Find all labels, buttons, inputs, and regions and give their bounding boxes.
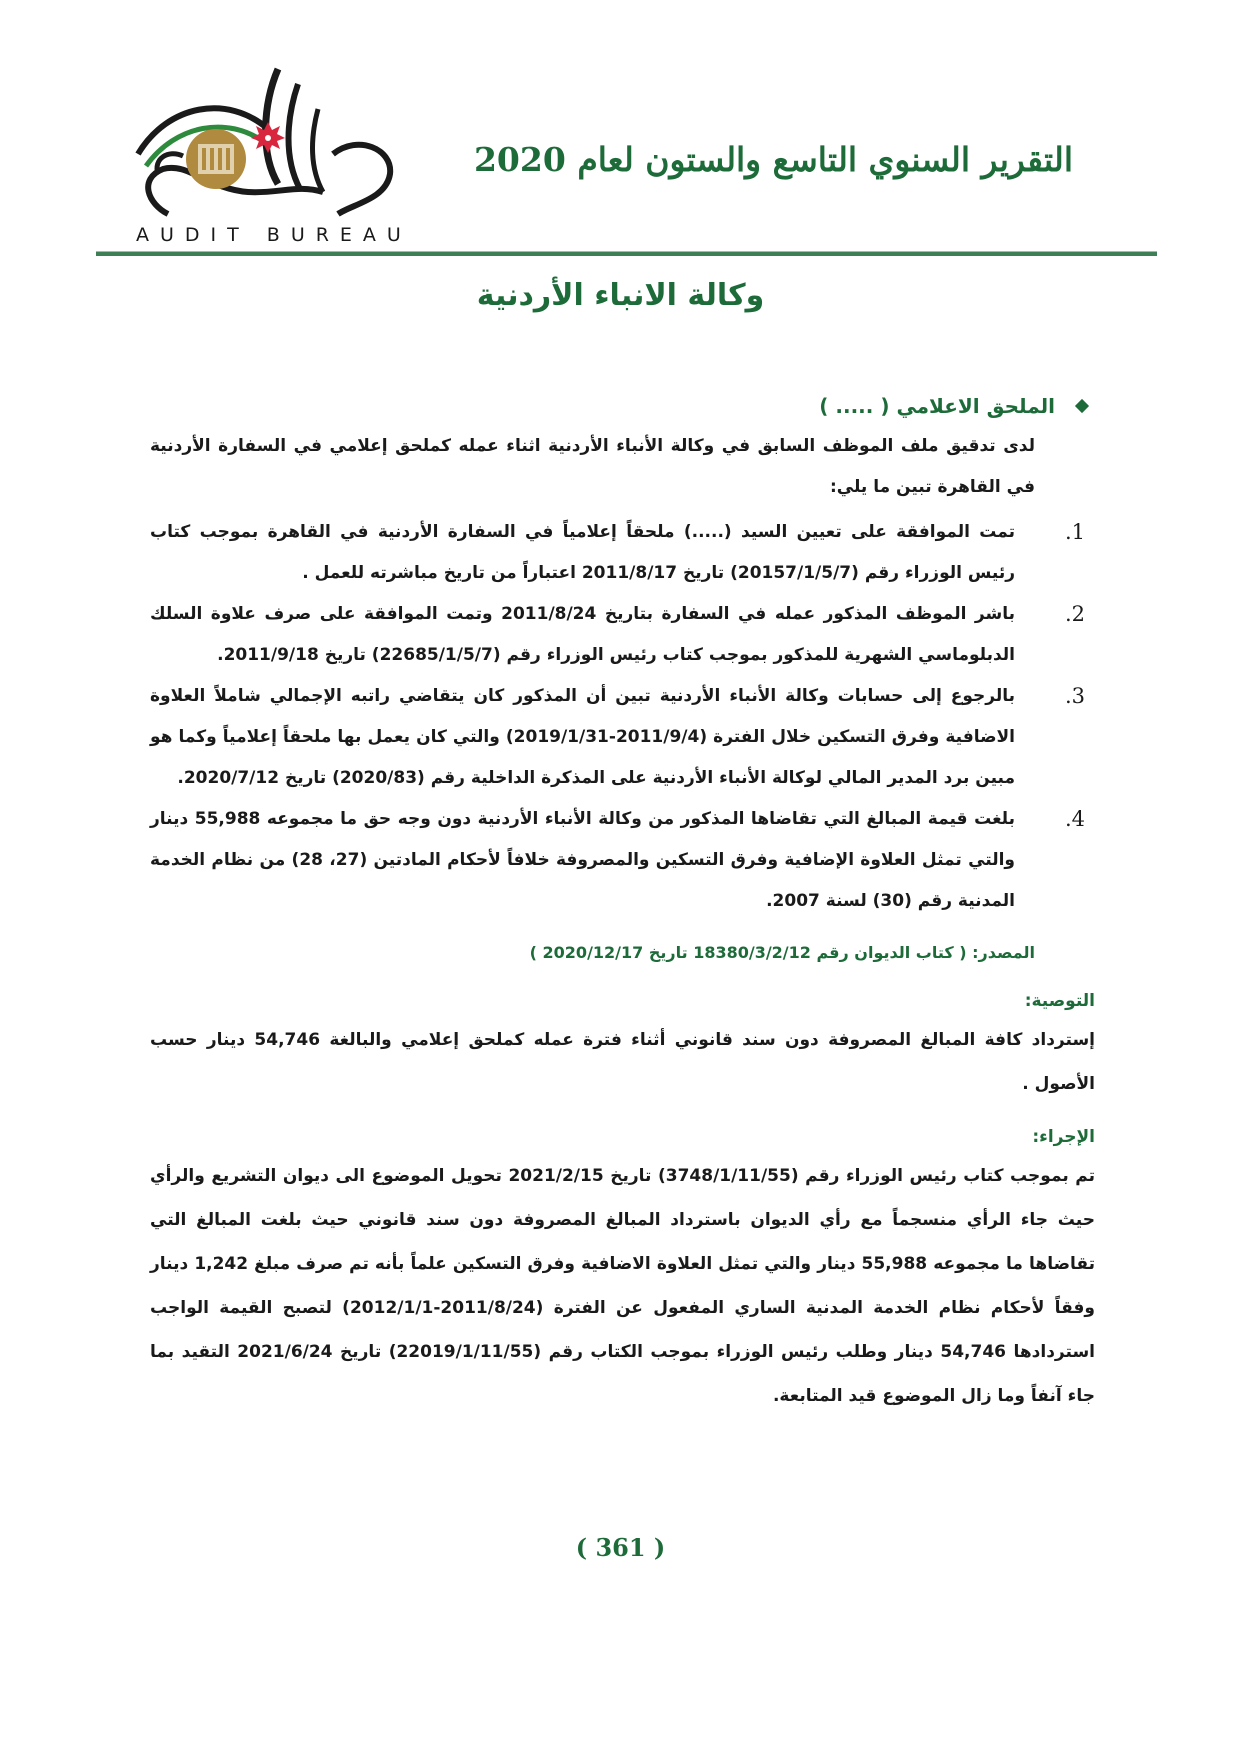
item-text: بالرجوع إلى حسابات وكالة الأنباء الأردنية تبين أن المذكور كان يتقاضي راتبه الإجمالي شاملاً العلاوة الاضافية وفرق التسكين خلال الفترة (2011/9/4-2019/1/31) والتي كان يعمل بها ملحقاً إعلامياً وكما هو مبين برد المدير المالي لوكالة الأنباء الأردنية على المذكرة الداخلية رقم (2020/83) تاريخ 2020/7/12. bbox=[150, 686, 1015, 788]
finding-subheading bbox=[150, 386, 1087, 426]
action-label: الإجراء: bbox=[1032, 1127, 1095, 1147]
audit-bureau-logo bbox=[128, 64, 418, 252]
recommendation-label: التوصية: bbox=[1024, 991, 1095, 1011]
finding-item bbox=[150, 594, 1095, 676]
logo-english-text: AUDIT BUREAU bbox=[136, 224, 412, 246]
item-number: 2. bbox=[1064, 602, 1085, 626]
finding-intro: لدى تدقيق ملف الموظف السابق في وكالة الأنباء الأردنية اثناء عمله كملحق إعلامي في السفارة الأردنية في القاهرة تبين ما يلي: bbox=[150, 436, 1035, 497]
diamond-bullet-icon bbox=[1075, 399, 1089, 413]
page-header bbox=[0, 0, 1241, 260]
item-number: 1. bbox=[1064, 520, 1085, 544]
recommendation-text: إسترداد كافة المبالغ المصروفة دون سند قانوني أثناء فترة عمله كملحق إعلامي والبالغة 54,746 دينار حسب الأصول . bbox=[150, 1030, 1095, 1094]
item-text: باشر الموظف المذكور عمله في السفارة بتاريخ 2011/8/24 وتمت الموافقة على صرف علاوة السلك الدبلوماسي الشهرية للمذكور بموجب كتاب رئيس الوزراء رقم (22685/1/5/7) تاريخ 2011/9/18. bbox=[150, 604, 1015, 665]
action-text: تم بموجب كتاب رئيس الوزراء رقم (3748/1/11/55) تاريخ 2021/2/15 تحويل الموضوع الى ديوان التشريع والرأي حيث جاء الرأي منسجماً مع رأي الديوان باسترداد المبالغ المصروفة دون سند قانوني حيث بلغت المبالغ التي تقاضاها ما مجموعه 55,988 دينار والتي تمثل العلاوة الاضافية وفرق التسكين علماً بأنه تم صرف مبلغ 1,242 دينار وفقاً لأحكام نظام الخدمة المدنية الساري المفعول عن الفترة (2011/8/24-2012/1/1) لتصبح القيمة الواجب استردادها 54,746 دينار وطلب رئيس الوزراء بموجب الكتاب رقم (22019/1/11/55) تاريخ 2021/6/24 التقيد بما جاء آنفاً وما زال الموضوع قيد المتابعة. bbox=[150, 1166, 1096, 1406]
page-number: ( 361 ) bbox=[575, 1533, 666, 1562]
logo-calligraphy-icon bbox=[128, 64, 418, 224]
item-number: 4. bbox=[1064, 807, 1085, 831]
item-text: تمت الموافقة على تعيين السيد (.....) ملحقاً إعلامياً في السفارة الأردنية في القاهرة بموجب كتاب رئيس الوزراء رقم (20157/1/5/7) تاريخ 2011/8/17 اعتباراً من تاريخ مباشرته للعمل . bbox=[150, 522, 1015, 583]
finding-item bbox=[150, 512, 1095, 594]
header-divider bbox=[96, 251, 1157, 256]
document-body bbox=[150, 386, 1095, 1418]
report-title: التقرير السنوي التاسع والستون لعام 2020 bbox=[473, 140, 1073, 179]
source-reference: المصدر: ( كتاب الديوان رقم 18380/3/2/12 تاريخ 2020/12/17 ) bbox=[529, 943, 1035, 962]
finding-item bbox=[150, 676, 1095, 799]
findings-list bbox=[150, 512, 1095, 922]
item-number: 3. bbox=[1064, 684, 1085, 708]
section-title: وكالة الانباء الأردنية bbox=[476, 278, 765, 313]
finding-item bbox=[150, 799, 1095, 922]
item-text: بلغت قيمة المبالغ التي تقاضاها المذكور من وكالة الأنباء الأردنية دون وجه حق ما مجموعه 55,988 دينار والتي تمثل العلاوة الإضافية وفرق التسكين والمصروفة خلافاً لأحكام المادتين (27، 28) من نظام الخدمة المدنية رقم (30) لسنة 2007. bbox=[150, 809, 1015, 911]
finding-subheading-text: الملحق الاعلامي ( ..... ) bbox=[819, 393, 1055, 418]
